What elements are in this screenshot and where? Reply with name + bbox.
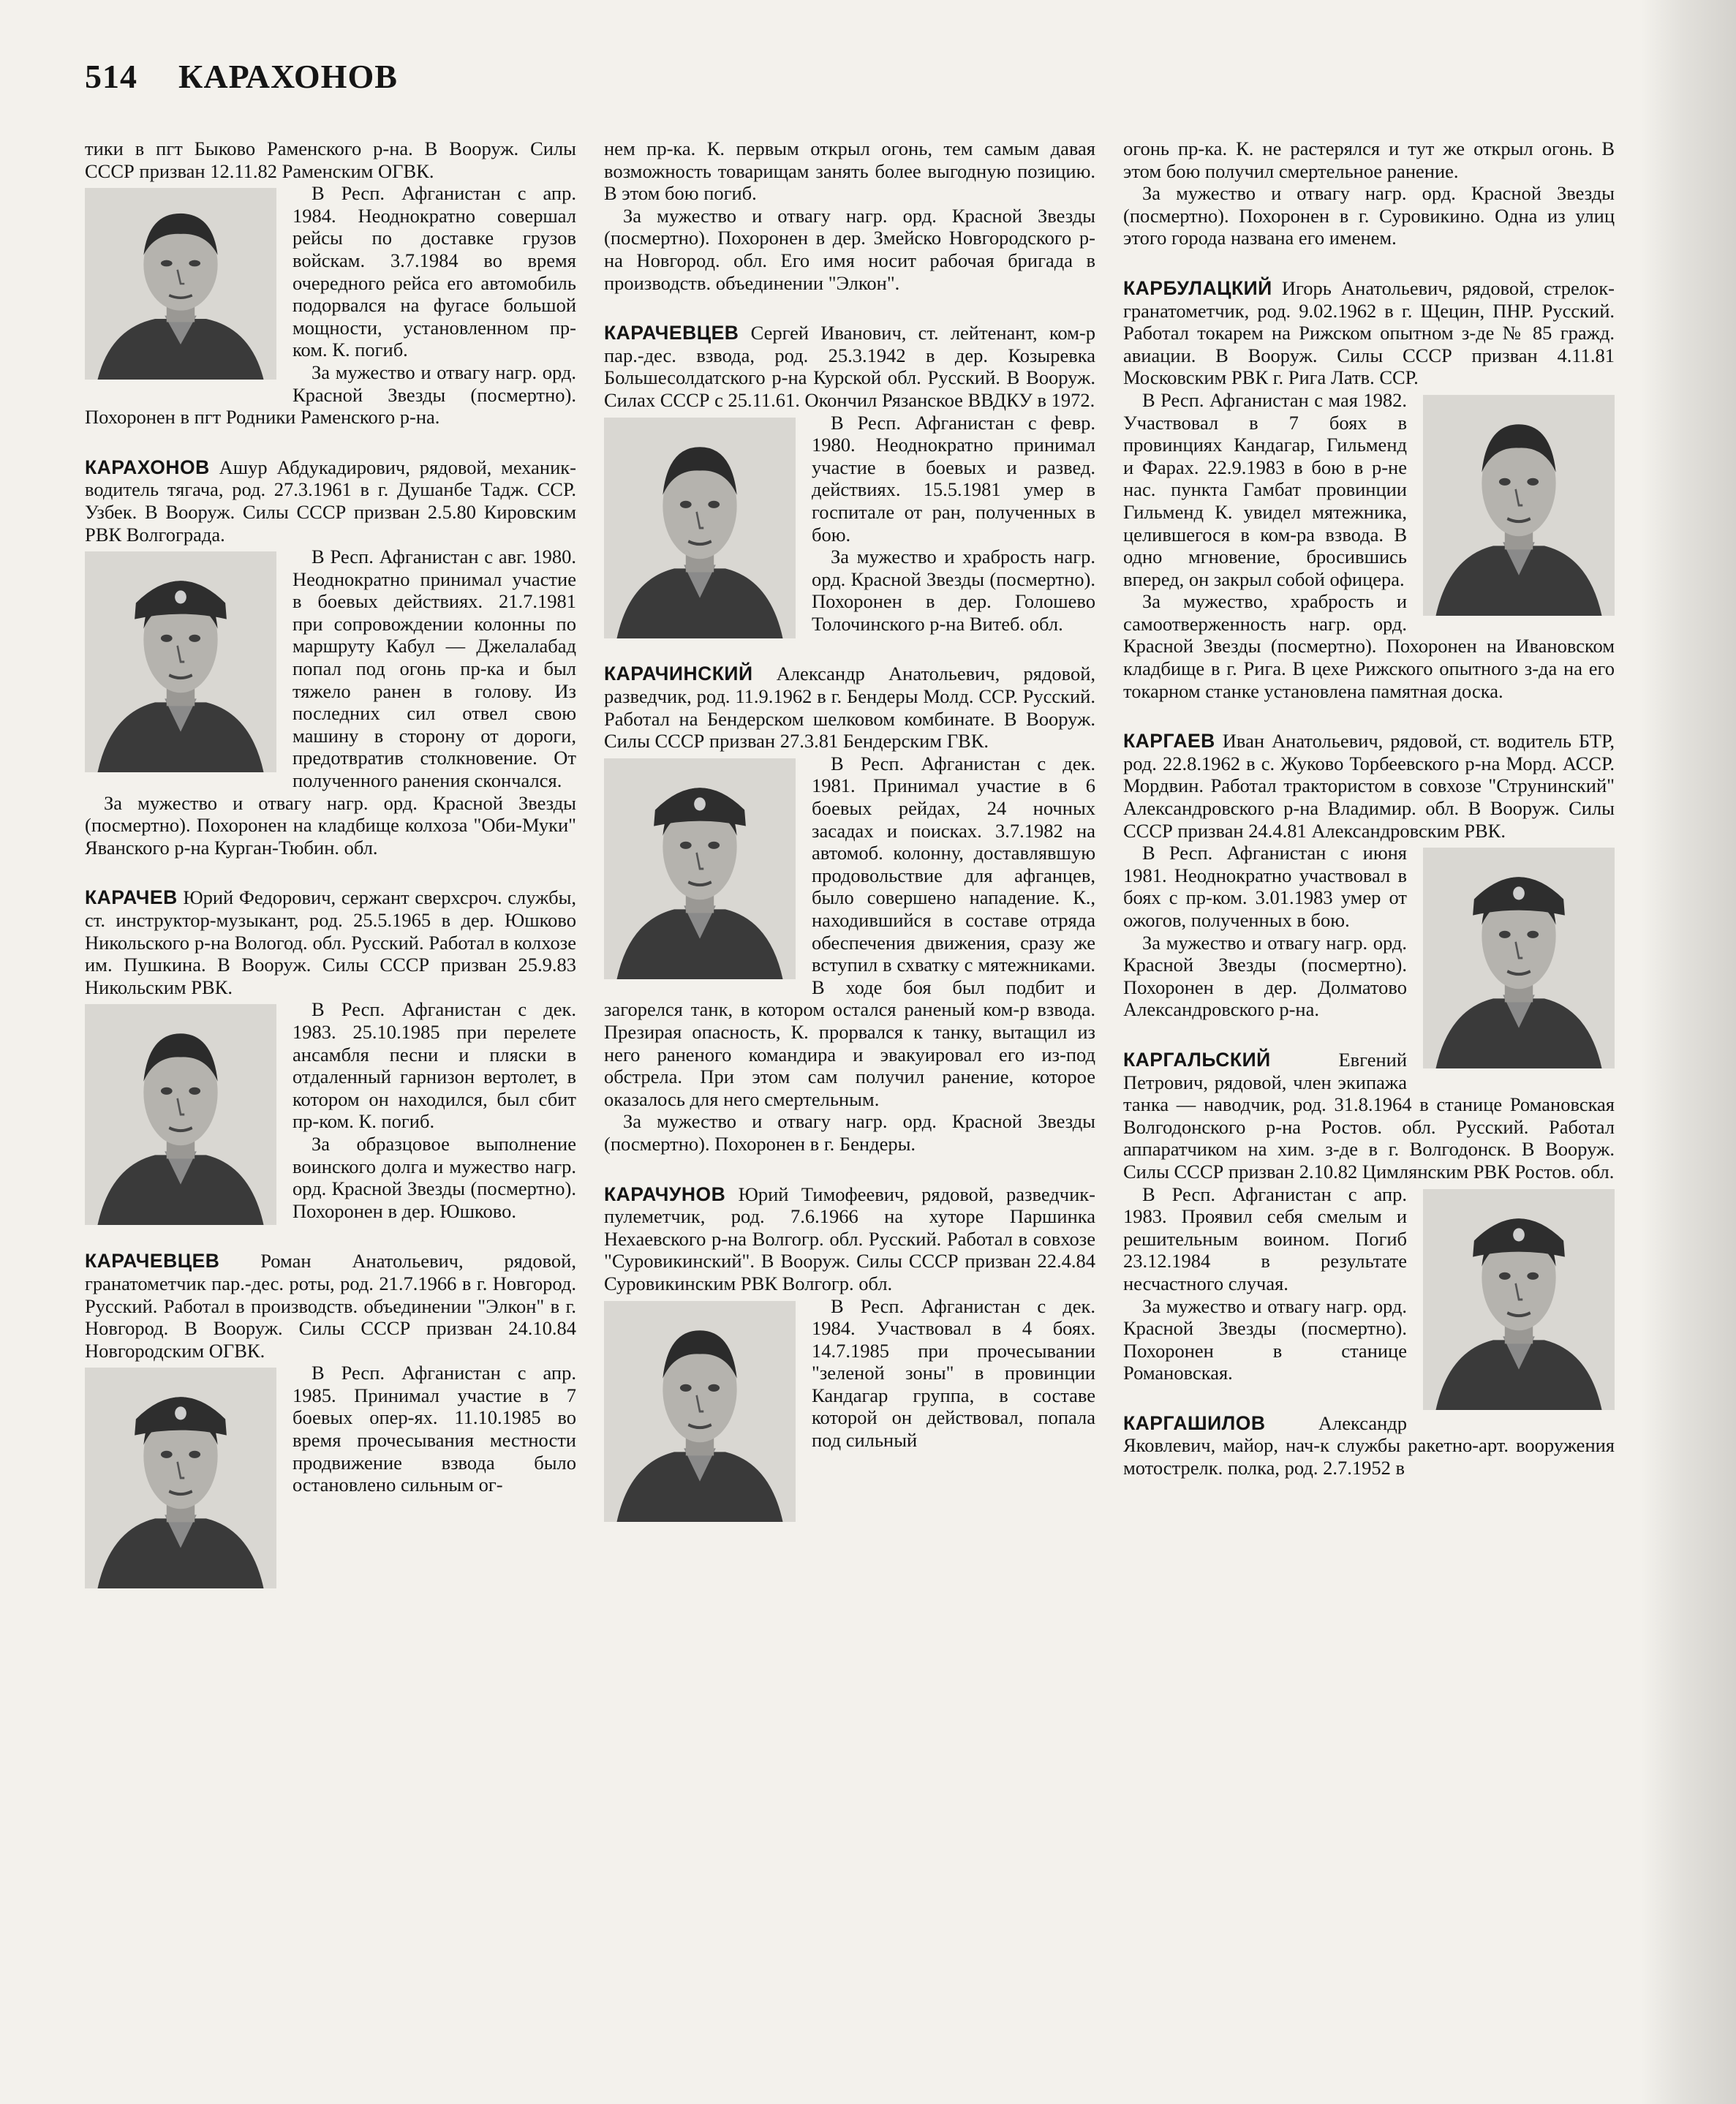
entry-surname: КАРГАШИЛОВ (1123, 1411, 1266, 1434)
entry-text: В Респ. Афганистан с дек. 1984. Участвовал в 4 боях. 14.7.1985 при прочесывании "зеленой зоны" в провинции Кандагар группа, в составе которой он действовал, попала под сильный (812, 1294, 1095, 1452)
portrait-photo (85, 1368, 276, 1588)
entry-surname: КАРАЧЕВ (85, 886, 178, 909)
entry-text: Ашур Абдукадирович, рядовой, механик-водитель тягача, род. 27.3.1961 в г. Душанбе Тадж. ССР. Узбек. В Вооруж. Силы СССР призван 2.5.80 Кировским РВК Волгограда. (85, 456, 576, 546)
entry-surname: КАРАХОНОВ (85, 456, 210, 478)
portrait-photo (604, 418, 796, 638)
entry-text: В Респ. Афганистан с дек. 1981. Принимал участие в 6 боевых рейдах, 24 ночных засадах и поисках. 3.7.1982 на автомоб. колонну, доставлявшую продовольствие для афганцев, было совершено нападение. К., находившийся в составе отряда обеспечения движения, сразу же вступил в схватку с мятежниками. В ходе боя был подбит и загорелся танк, в котором остался раненый ком-р взвода. Презирая опасность, К. прорвался к танку, вытащил из него раненого командира и эвакуировал его из-под обстрела. При этом сам получил ранение, которое оказалось для него смертельным. (604, 752, 1095, 1110)
entry-continued (1123, 137, 1615, 249)
entry-surname: КАРАЧУНОВ (604, 1183, 726, 1205)
entry-lead (85, 886, 576, 998)
entry-text: Игорь Анатольевич, рядовой, стрелок-гранатометчик, род. 9.02.1962 в г. Щецин, ПНР. Русский. Работал токарем на Рижском опытном з-де № 85 гражд. авиации. В Вооруж. Силы СССР призван 4.11.81 Московским РВК г. Рига Латв. ССР. (1123, 276, 1615, 389)
entry-lead (85, 1250, 576, 1362)
entry-text: Юрий Федорович, сержант сверхсроч. службы, ст. инструктор-музыкант, род. 25.5.1965 в дер. Юшково Никольского р-на Вологод. обл. Русский. Работал в колхозе им. Пушкина. В Вооруж. Силы СССР призван 25.9.83 Никольским РВК. (85, 886, 576, 998)
entry-text: За мужество и отвагу нагр. орд. Красной Звезды (посмертно). Похоронен в дер. Долматово Александровского р-на. (1123, 931, 1407, 1021)
entry-karachevtsev-roman (85, 1250, 576, 1496)
entry-lead (1123, 277, 1615, 389)
entry-karachev (85, 886, 576, 1222)
entry-text: В Респ. Афганистан с февр. 1980. Неоднократно принимал участие в боевых и развед. действиях. 15.5.1981 умер в госпитале от ран, полученных в бою. (812, 411, 1095, 546)
portrait-photo (1423, 848, 1615, 1068)
portrait-photo (1423, 1189, 1615, 1410)
entry-surname: КАРБУЛАЦКИЙ (1123, 276, 1272, 299)
entry-text: В Респ. Афганистан с июня 1981. Неоднократно участвовал в боях с пр-ком. 3.01.1983 умер от ожогов, полученных в бою. (1123, 842, 1407, 931)
entry-lead (85, 456, 576, 546)
entry-kargaev (1123, 730, 1615, 1021)
entry-text: За мужество, храбрость и самоотверженность нагр. орд. Красной Звезды (посмертно). Похоронен на Ивановском кладбище в г. Рига. В цехе Рижского опытного з-да на его токарном станке установлена памятная доска. (1123, 590, 1615, 702)
column-2 (604, 137, 1095, 1529)
entry-text: нем пр-ка. К. первым открыл огонь, тем самым давая возможность товарищам занять более выгодную позицию. В этом бою погиб. (604, 137, 1095, 205)
column-3 (1123, 137, 1615, 1479)
portrait-photo (85, 188, 276, 380)
entry-text: За мужество и храбрость нагр. орд. Красной Звезды (посмертно). Похоронен в дер. Голошево Толочинского р-на Витеб. обл. (812, 546, 1095, 635)
entry-lead (1123, 1049, 1615, 1183)
entry-surname: КАРАЧЕВЦЕВ (85, 1250, 220, 1272)
entry-text: За мужество и отвагу нагр. орд. Красной Звезды (посмертно). Похоронен в пгт Родники Раменского р-на. (85, 361, 576, 429)
entry-lead (604, 322, 1095, 411)
entry-continued (85, 137, 576, 429)
entry-text: В Респ. Афганистан с авг. 1980. Неоднократно принимал участие в боевых действиях. 21.7.1981 при сопровождении колонны по маршруту Кабул — Джелалабад попал под огонь пр-ка и был тяжело ранен в голову. Из последних сил отвел свою машину в сторону от дороги, предотвратив столкновение. От полученного ранения скончался. (293, 546, 576, 792)
portrait-photo (85, 551, 276, 772)
entry-text: Иван Анатольевич, рядовой, ст. водитель БТР, род. 22.8.1962 в с. Жуково Торбеевского р-на Морд. АССР. Мордвин. Работал трактористом в совхозе "Струнинский" Александровского р-на Владимир. обл. В Вооруж. Силы СССР призван 24.4.81 Александровским РВК. (1123, 730, 1615, 842)
entry-text: огонь пр-ка. К. не растерялся и тут же открыл огонь. В этом бою получил смертельное ранение. (1123, 137, 1615, 182)
page-header (85, 57, 398, 96)
page-shadow-edge (1641, 0, 1736, 2104)
entry-text: В Респ. Афганистан с апр. 1984. Неоднократно совершал рейсы по доставке грузов войскам. 3.7.1984 во время очередного рейса его автомобиль подорвался на фугасе большой мощности, установленном пр-ком. К. погиб. (293, 182, 576, 361)
portrait-photo (1423, 395, 1615, 616)
entry-text: В Респ. Афганистан с апр. 1983. Проявил себя смелым и решительным воином. Погиб 23.12.1984 в результате несчастного случая. (1123, 1183, 1407, 1294)
portrait-photo (604, 758, 796, 979)
entry-karbulatsky (1123, 277, 1615, 702)
entry-text: За образцовое выполнение воинского долга и мужество нагр. орд. Красной Звезды (посмертно). Похоронен в дер. Юшково. (293, 1132, 576, 1222)
entry-surname: КАРАЧИНСКИЙ (604, 663, 753, 685)
entry-text: Евгений Петрович, рядовой, член экипажа танка — наводчик, род. 31.8.1964 в станице Романовская Волгодонского р-на Ростов. обл. Русский. Работал аппаратчиком на хим. з-де в г. Волгодонск. В Вооруж. Силы СССР призван 2.10.82 Цимлянским РВК Ростов. обл. (1123, 1048, 1615, 1183)
entry-text: За мужество и отвагу нагр. орд. Красной Звезды (посмертно). Похоронен в г. Суровикино. Одна из улиц этого города названа его именем. (1123, 182, 1615, 249)
entry-continued (604, 137, 1095, 294)
entry-karakhonov (85, 456, 576, 859)
entry-text: За мужество и отвагу нагр. орд. Красной Звезды (посмертно). Похоронен в г. Бендеры. (604, 1110, 1095, 1155)
entry-karachinsky (604, 663, 1095, 1155)
entry-text: В Респ. Афганистан с апр. 1985. Принимал участие в 7 боевых опер-ях. 11.10.1985 во время прочесывания местности продвижение взвода было остановлено сильным ог- (293, 1362, 576, 1496)
entry-text: Юрий Тимофеевич, рядовой, разведчик-пулеметчик, род. 7.6.1966 на хуторе Паршинка Нехаевского р-на Волгогр. обл. Русский. Работал в совхозе "Суровикинский". В Вооруж. Силы СССР призван 22.4.84 Суровикинским РВК Волгогр. обл. (604, 1183, 1095, 1294)
entry-lead (604, 663, 1095, 752)
portrait-photo (604, 1301, 796, 1522)
entry-lead (604, 1183, 1095, 1295)
entry-text: Александр Яковлевич, майор, нач-к службы ракетно-арт. вооружения мотострелк. полка, род. 2.7.1952 в (1123, 1411, 1615, 1479)
entry-kargashilov (1123, 1412, 1615, 1479)
running-title: КАРАХОНОВ (178, 58, 398, 95)
entry-surname: КАРГАЕВ (1123, 730, 1215, 753)
entry-text: За мужество и отвагу нагр. орд. Красной Звезды (посмертно). Похоронен в станице Романовская. (1123, 1294, 1407, 1384)
entry-text: В Респ. Афганистан с дек. 1983. 25.10.1985 при перелете ансамбля песни и пляски в отдаленный гарнизон вертолет, в котором он находился, был сбит пр-ком. К. погиб. (293, 998, 576, 1133)
entry-karachunov (604, 1183, 1095, 1452)
entry-text: Роман Анатольевич, рядовой, гранатометчик пар.-дес. роты, род. 21.7.1966 в г. Новгород. Русский. Работал в производств. объединении "Элкон" в г. Новгород. В Вооруж. Силы СССР призван 24.10.84 Новгородским ОГВК. (85, 1250, 576, 1362)
column-1 (85, 137, 576, 1596)
entry-text: тики в пгт Быково Раменского р-на. В Вооруж. Силы СССР призван 12.11.82 Раменским ОГВК. (85, 137, 576, 182)
entry-text: Александр Анатольевич, рядовой, разведчик, род. 11.9.1962 в г. Бендеры Молд. ССР. Русский. Работал на Бендерском шелковом комбинате. В Вооруж. Силы СССР призван 27.3.81 Бендерским ГВК. (604, 663, 1095, 753)
page-number: 514 (85, 58, 137, 95)
entry-surname: КАРГАЛЬСКИЙ (1123, 1048, 1271, 1071)
entry-text: За мужество и отвагу нагр. орд. Красной Звезды (посмертно). Похоронен на кладбище колхоза "Оби-Муки" Яванского р-на Курган-Тюбин. обл. (85, 791, 576, 859)
entry-text: Сергей Иванович, ст. лейтенант, ком-р пар.-дес. взвода, род. 25.3.1942 в дер. Козыревка Большесолдатского р-на Курской обл. Русский. В Вооруж. Силах СССР с 25.11.61. Окончил Рязанское ВВДКУ в 1972. (604, 322, 1095, 411)
entry-karachevtsev-sergey (604, 322, 1095, 635)
entry-lead (1123, 1412, 1615, 1479)
entry-surname: КАРАЧЕВЦЕВ (604, 322, 739, 344)
entry-kargalsky (1123, 1049, 1615, 1384)
portrait-photo (85, 1004, 276, 1225)
entry-text: За мужество и отвагу нагр. орд. Красной Звезды (посмертно). Похоронен в дер. Змейско Новгородского р-на Новгород. обл. Его имя носит рабочая бригада в производств. объединении "Элкон". (604, 204, 1095, 294)
entry-text: В Респ. Афганистан с мая 1982. Участвовал в 7 боях в провинциях Кандагар, Гильменд и Фарах. 22.9.1983 в бою в р-не нас. пункта Гамбат провинции Гильменд К. увидел мятежника, целившегося в ком-ра взвода. В одно мгновение, бросившись вперед, он закрыл собой офицера. (1123, 388, 1407, 590)
entry-lead (1123, 730, 1615, 842)
